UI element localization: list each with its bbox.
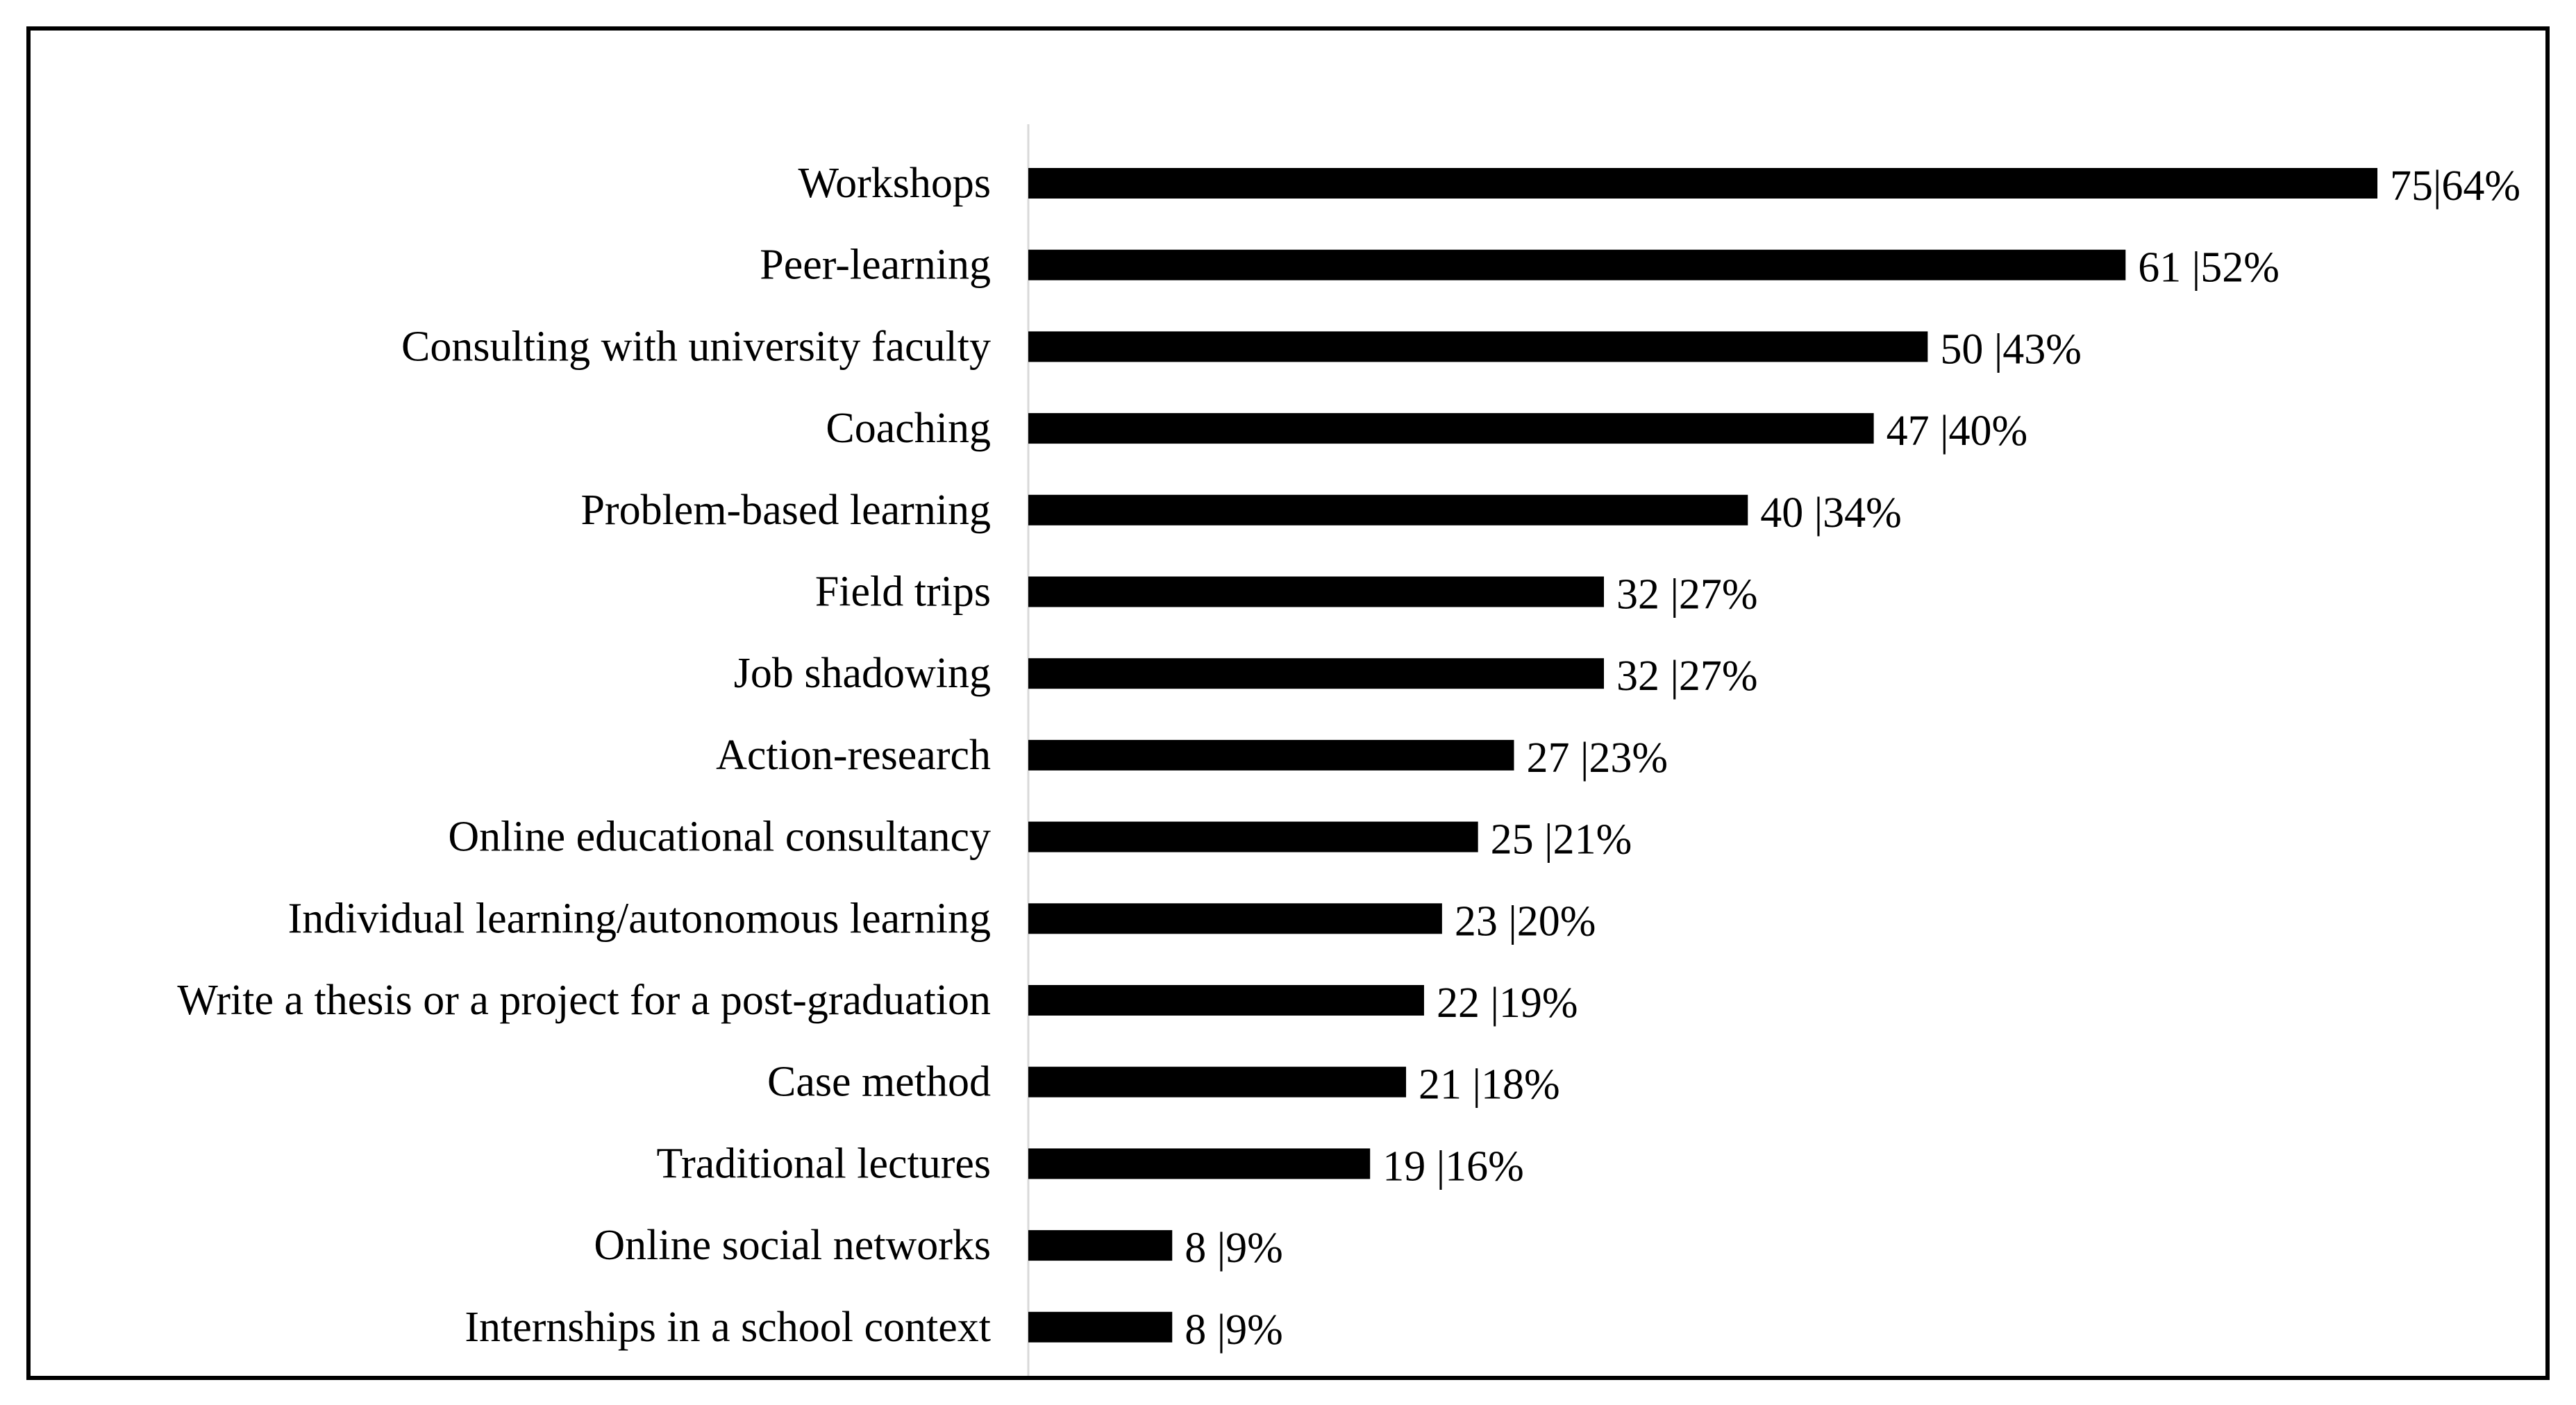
value-label: 47 |40% [1886,407,2028,455]
value-label: 22 |19% [1436,979,1578,1027]
value-label: 8 |9% [1185,1225,1283,1272]
bar [1028,985,1424,1016]
category-label: Individual learning/autonomous learning [287,895,991,943]
chart-frame [26,26,2550,1380]
value-label: 40 |34% [1760,489,1902,537]
value-label: 23 |20% [1454,898,1596,945]
category-label: Field trips [814,568,991,616]
category-label: Job shadowing [733,650,991,698]
category-label: Write a thesis or a project for a post-graduation [177,977,991,1024]
bar [1028,1230,1172,1261]
value-label: 25 |21% [1490,816,1632,864]
bar [1028,822,1478,852]
bar [1028,577,1604,607]
bar [1028,168,2377,199]
value-label: 19 |16% [1382,1143,1524,1191]
bar [1028,331,1927,362]
category-label: Coaching [826,405,991,453]
category-label: Traditional lectures [656,1140,991,1188]
category-label: Online social networks [594,1222,991,1270]
category-label: Case method [767,1058,991,1106]
category-label: Problem-based learning [580,486,991,534]
category-label: Consulting with university faculty [401,323,991,371]
bar [1028,658,1604,689]
bars-group [1028,168,2377,1343]
bar [1028,903,1442,934]
bar [1028,1312,1172,1343]
category-label: Peer-learning [760,241,991,289]
bar-chart [31,31,2545,1376]
bar [1028,1067,1406,1097]
value-label: 8 |9% [1185,1306,1283,1354]
category-label: Internships in a school context [465,1303,991,1351]
value-label: 21 |18% [1419,1061,1560,1109]
bar [1028,250,2125,280]
value-label: 32 |27% [1616,653,1758,700]
bar [1028,495,1748,525]
bar [1028,1148,1370,1179]
category-labels-group [177,160,991,1351]
category-label: Workshops [798,160,991,207]
value-label: 75|64% [2390,162,2521,210]
category-label: Action-research [716,731,991,779]
value-label: 27 |23% [1526,734,1668,782]
category-label: Online educational consultancy [448,813,991,861]
bar [1028,740,1514,771]
bar [1028,413,1874,444]
value-label: 50 |43% [1940,326,2082,373]
value-label: 61 |52% [2138,244,2280,292]
value-label: 32 |27% [1616,571,1758,619]
